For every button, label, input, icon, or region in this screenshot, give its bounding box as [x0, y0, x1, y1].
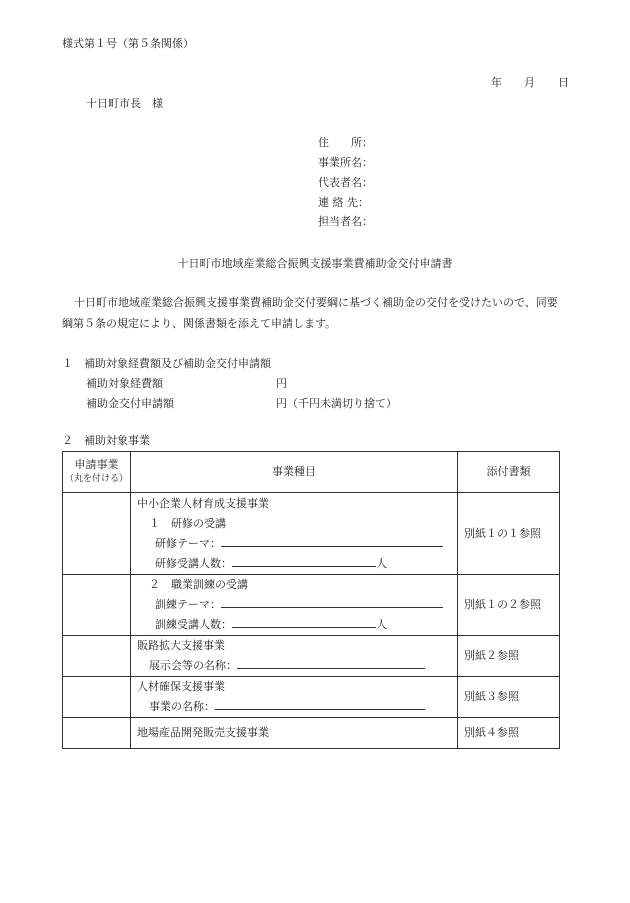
apply-check-cell-2[interactable] [63, 575, 131, 636]
table-row [63, 677, 560, 718]
field-label: 訓練受講人数： [155, 618, 232, 631]
subsidy-request-label: 補助金交付申請額 [86, 397, 174, 410]
eligible-expense-unit: 円 [276, 377, 287, 390]
representative-label: 代表者名： [318, 176, 373, 189]
field-label: 研修テーマ： [155, 536, 221, 550]
attachment-cell-3 [458, 636, 560, 677]
vocational-theme-field [137, 595, 457, 615]
training-count-field [137, 554, 457, 574]
table-row [63, 636, 560, 677]
category-cell-2 [131, 575, 458, 636]
category-title: 中小企業人材育成支援事業 [137, 496, 269, 510]
subsidy-request-unit: 円（千円未満切り捨て） [276, 397, 397, 410]
attachment-ref: 別紙３参照 [464, 690, 519, 703]
category-title: 人材確保支援事業 [137, 680, 225, 693]
section-2-heading: ２ 補助対象事業 [62, 434, 150, 447]
contact-label: 連 絡 先： [318, 196, 369, 209]
field-label: 事業の名称： [149, 700, 215, 713]
field-label: 研修受講人数： [155, 556, 232, 570]
header-category-label: 事業種目 [272, 465, 316, 478]
header-apply-note: （丸を付ける） [64, 474, 128, 484]
table-row [63, 718, 560, 749]
date-day-label: 日 [558, 76, 569, 89]
category-subitem: ２ 職業訓練の受講 [149, 578, 248, 591]
addressee: 十日町市長 様 [86, 97, 163, 110]
attachment-ref: 別紙４参照 [464, 726, 519, 739]
attachment-cell-4 [458, 677, 560, 718]
table-row [63, 575, 560, 636]
category-title: 販路拡大支援事業 [137, 639, 225, 652]
blank-line[interactable] [221, 535, 443, 547]
body-text-line-2: 綱第５条の規定により、関係書類を添えて申請します。 [62, 317, 337, 330]
category-title: 地場産品開発販売支援事業 [137, 726, 269, 739]
project-name-field [137, 697, 457, 717]
apply-check-cell-1[interactable] [63, 493, 131, 575]
blank-line[interactable] [221, 596, 443, 608]
attachment-cell-1 [458, 493, 560, 575]
person-in-charge-label: 担当者名： [318, 215, 373, 228]
apply-check-cell-4[interactable] [63, 677, 131, 718]
date-year-label: 年 [491, 76, 502, 89]
header-apply-label: 申請事業 [74, 458, 119, 471]
attachment-ref: 別紙１の２参照 [464, 598, 541, 611]
body-text-line-1: 十日町市地域産業総合振興支援事業費補助金交付要綱に基づく補助金の交付を受けたいので、同要 [74, 296, 558, 309]
field-label: 展示会等の名称： [149, 659, 237, 672]
table-header-row [63, 452, 560, 493]
training-theme-field [137, 534, 457, 554]
category-subitem: １ 研修の受講 [149, 516, 226, 530]
eligible-expense-label: 補助対象経費額 [86, 377, 163, 390]
office-name-label: 事業所名： [318, 156, 373, 169]
header-apply-cell [63, 452, 131, 493]
category-cell-5 [131, 718, 458, 749]
blank-line[interactable] [232, 616, 376, 628]
category-cell-1 [131, 493, 458, 575]
vocational-count-field [137, 615, 457, 635]
blank-line[interactable] [232, 555, 376, 567]
unit-label: 人 [376, 618, 387, 631]
header-attachment-label: 添付書類 [486, 465, 531, 478]
category-cell-3 [131, 636, 458, 677]
section-1-heading: １ 補助対象経費額及び補助金交付申請額 [62, 357, 271, 370]
header-category-cell [131, 452, 458, 493]
date-month-label: 月 [524, 76, 535, 89]
category-cell-4 [131, 677, 458, 718]
apply-check-cell-3[interactable] [63, 636, 131, 677]
blank-line[interactable] [237, 657, 425, 669]
attachment-ref: 別紙１の１参照 [464, 526, 541, 540]
document-title: 十日町市地域産業総合振興支援事業費補助金交付申請書 [177, 257, 453, 270]
attachment-ref: 別紙２参照 [464, 649, 519, 662]
attachment-cell-2 [458, 575, 560, 636]
project-table [62, 451, 560, 749]
unit-label: 人 [376, 556, 387, 570]
field-label: 訓練テーマ： [155, 598, 221, 611]
table-row [63, 493, 560, 575]
form-number: 様式第１号（第５条関係） [62, 37, 194, 50]
attachment-cell-5 [458, 718, 560, 749]
apply-check-cell-5[interactable] [63, 718, 131, 749]
exhibition-name-field [137, 656, 457, 676]
header-attachment-cell [458, 452, 560, 493]
address-label: 住 所： [318, 136, 373, 149]
blank-line[interactable] [215, 698, 425, 710]
